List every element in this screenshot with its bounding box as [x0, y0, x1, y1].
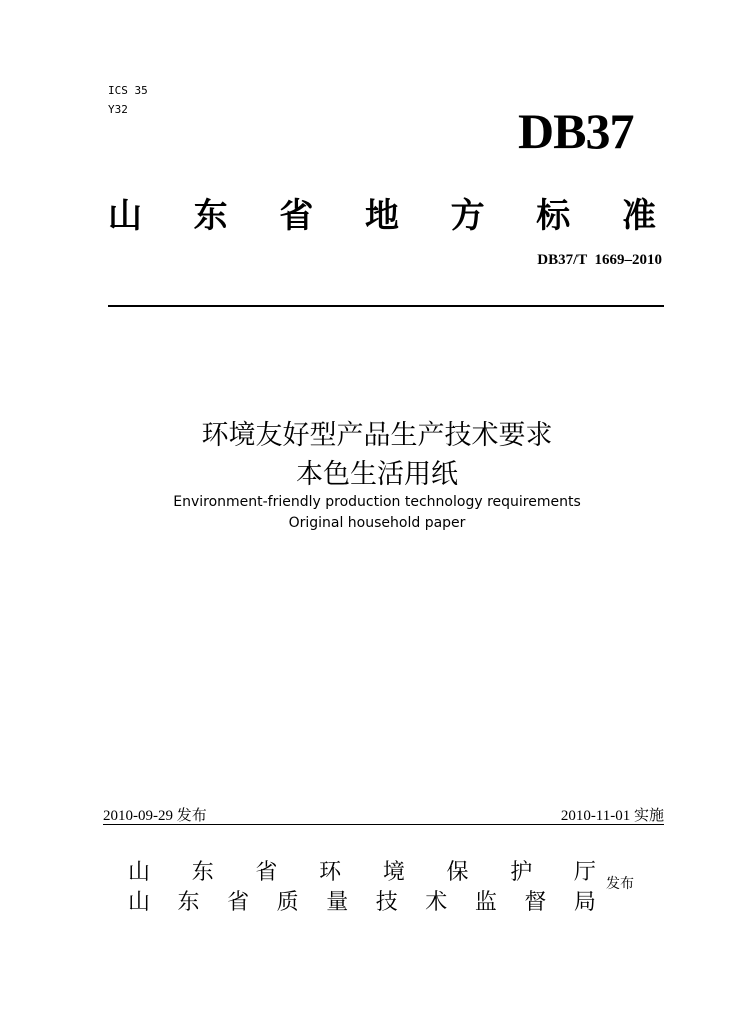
- standard-title-char: 山: [108, 196, 142, 236]
- db37-logo: DB37: [518, 103, 634, 159]
- issuer-char: 监: [474, 890, 497, 915]
- issuer-char: 局: [573, 890, 596, 915]
- issue-date: 2010-09-29 发布: [103, 808, 207, 824]
- standard-title-char: 地: [364, 196, 399, 236]
- issuer-char: 东: [191, 860, 214, 885]
- issuer-quality-supervision-bureau: [128, 885, 596, 916]
- standard-title-char: 东: [193, 196, 228, 236]
- issuer-char: 术: [425, 890, 448, 915]
- bottom-divider: [103, 824, 664, 825]
- publish-label: 发布: [606, 876, 634, 892]
- issuer-char: 省: [255, 860, 278, 885]
- issuer-char: 技: [375, 890, 398, 915]
- standard-title: [108, 188, 656, 237]
- standard-number: DB37/T 1669–2010: [537, 252, 662, 268]
- issuer-char: 护: [510, 860, 533, 885]
- issuer-char: 东: [177, 890, 200, 915]
- document-title-zh-line1: 环境友好型产品生产技术要求: [201, 420, 553, 451]
- issuer-char: 厅: [573, 860, 596, 885]
- standard-title-char: 标: [536, 196, 571, 236]
- document-title-zh-line2: 本色生活用纸: [296, 459, 458, 490]
- issuer-char: 督: [524, 890, 547, 915]
- standard-title-char: 准: [621, 196, 656, 236]
- classification-code: Y32: [108, 103, 128, 116]
- issuer-char: 省: [227, 890, 250, 915]
- document-title-en-line1: Environment-friendly production technology requirements: [173, 494, 581, 510]
- issuer-char: 环: [319, 860, 342, 885]
- implementation-date: 2010-11-01 实施: [560, 808, 664, 824]
- issuer-char: 质: [276, 890, 299, 915]
- standard-title-char: 省: [279, 196, 314, 236]
- issuer-char: 境: [382, 860, 405, 885]
- issuer-char: 山: [128, 890, 151, 915]
- document-title-en-line2: Original household paper: [288, 515, 466, 531]
- issuer-char: 保: [446, 860, 469, 885]
- top-divider: [108, 305, 664, 307]
- issuer-char: 量: [326, 890, 349, 915]
- issuer-environmental-protection-dept: [128, 855, 596, 886]
- ics-code: ICS 35: [108, 84, 148, 97]
- standard-title-char: 方: [450, 196, 485, 236]
- issuer-char: 山: [128, 860, 151, 885]
